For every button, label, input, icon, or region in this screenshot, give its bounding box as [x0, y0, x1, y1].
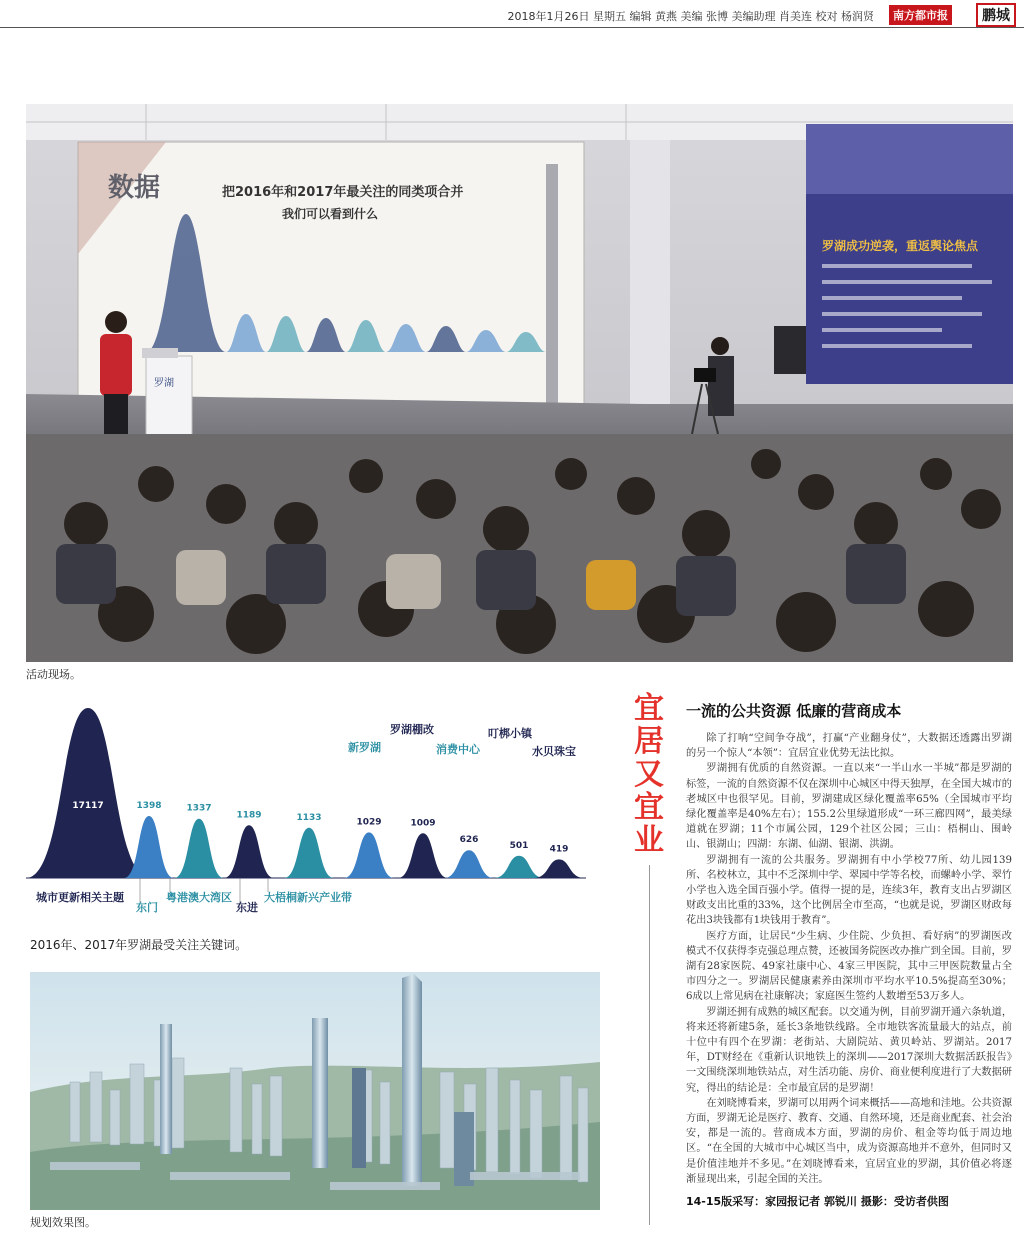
- city-caption: 规划效果图。: [30, 1216, 96, 1229]
- event-photo-illustration: [26, 104, 1013, 662]
- chart-category-label: 城市更新相关主题: [36, 891, 124, 904]
- slide-title-2: 我们可以看到什么: [282, 207, 379, 221]
- chart-category-label: 新罗湖: [348, 741, 381, 754]
- article: [686, 700, 1012, 1209]
- chart-value-label: 419: [549, 844, 569, 855]
- chart-category-label: 水贝珠宝: [532, 745, 576, 758]
- article-body: [686, 731, 1012, 1187]
- article-paragraph: 罗湖拥有优质的自然资源。一直以来“一半山水一半城”都是罗湖的标签，一流的自然资源不仅在深圳中心城区中得天独厚，在全国大城市的老城区中也很罕见。目前，罗湖建成区绿化覆盖率65%（全国城市平均绿化覆盖率是40%左右）；155.2公里绿道形成“一环三廊四网”，最美绿道就在罗湖；11个市属公园，129个社区公园；三山：梧桐山、围岭山、银湖山；四湖：东湖、仙湖、银湖、洪湖。: [686, 763, 1012, 851]
- chart-category-label: 大梧桐新兴产业带: [264, 891, 352, 904]
- chart-peak: [284, 828, 334, 878]
- chart-value-label: 17117: [72, 801, 104, 811]
- article-headline: 一流的公共资源 低廉的营商成本: [686, 702, 902, 720]
- event-photo: [26, 104, 1013, 662]
- article-paragraph: 罗湖还拥有成熟的城区配套。以交通为例，目前罗湖开通六条轨道，将来还将新建5条，延长3条地铁线路。全市地铁客流量最大的站点，前十位中有四个在罗湖：老街站、大剧院站、黄贝岭站、罗湖站。2017年，DT财经在《重新认识地铁上的深圳——2017深圳大数据活跃报告》一文围绕深圳地铁站点，对生活功能、房价、商业便利度进行了大数据研究，得出的结论是：全市最宜居的是罗湖！: [686, 1006, 1013, 1094]
- page-header: [0, 0, 1024, 32]
- chart-category-label: 罗湖棚改: [390, 723, 434, 736]
- article-paragraph: 在刘晓博看来，罗湖可以用两个词来概括——高地和洼地。公共资源方面，罗湖无论是医疗、教育、交通、自然环境，还是商业配套、社会治安，都是一流的。营商成本方面，罗湖的房价、租金等均低于周边地区。“在全国的大城市中心城区当中，成为资源高地并不意外，但同时又是价值洼地并不多见。”在刘晓博看来，宜居宜业的罗湖，其价值必将逐渐显现出来，引起全国的关注。: [686, 1097, 1013, 1185]
- chart-category-label: 东进: [236, 901, 258, 914]
- chart-peak: [224, 825, 274, 878]
- chart-category-label: 消费中心: [436, 743, 480, 756]
- slide-title-1: 把2016年和2017年最关注的同类项合并: [222, 185, 464, 200]
- city-rendering: [30, 972, 600, 1210]
- section-heading: [632, 692, 666, 1225]
- article-paragraph: 医疗方面，让居民“少生病、少住院、少负担、看好病”的罗湖医改模式不仅获得李克强总理点赞，还被国务院医改办推广到全国。目前，罗湖有28家医院、49家社康中心、4家三甲医院，其中三甲医院数量占全市四分之一。罗湖居民健康素养由深圳市平均水平10.5%提高至30%；6成以上常见病在社康解决；家庭医生签约人数增至53万多人。: [686, 930, 1012, 1003]
- chart-category-label: 叮梆小镇: [488, 727, 532, 740]
- section-mark: 鹏城: [976, 3, 1016, 27]
- chart-value-label: 626: [459, 835, 479, 846]
- chart-peak: [494, 856, 544, 878]
- chart-value-label: 1189: [236, 810, 262, 821]
- chart-caption: 2016年、2017年罗湖最受关注关键词。: [30, 938, 248, 952]
- chart-category-label: 粤港澳大湾区: [166, 891, 232, 904]
- chart-peak: [444, 850, 494, 878]
- city-rendering-illustration: [30, 972, 600, 1210]
- chart-value-label: 1029: [356, 817, 382, 828]
- chart-value-label: 1337: [186, 803, 212, 814]
- banner-text: 罗湖成功逆袭，重返舆论焦点: [822, 239, 979, 253]
- header-rule: [0, 27, 1024, 28]
- article-paragraph: 除了打响“空间争夺战”，打赢“产业翻身仗”，大数据还透露出罗湖的另一个惊人“本领”：宜居宜业优势无法比拟。: [686, 733, 1012, 760]
- article-credit: 14-15版采写：家园报记者 郭锐川 摄影：受访者供图: [686, 1195, 949, 1209]
- chart-value-label: 1009: [410, 818, 436, 829]
- section-title: 宜 居 又 宜 业: [634, 691, 664, 858]
- newspaper-logo: 南方都市报: [889, 5, 952, 25]
- chart-value-label: 1398: [136, 801, 162, 811]
- chart-peak: [398, 833, 448, 878]
- chart-peak: [174, 819, 224, 878]
- keyword-chart: [26, 693, 626, 933]
- chart-value-label: 501: [509, 840, 529, 851]
- chart-peak: [26, 708, 150, 878]
- chart-peak: [534, 859, 584, 878]
- section-divider: [649, 865, 650, 1225]
- keyword-chart-svg: [26, 693, 626, 933]
- event-photo-caption: 活动现场。: [26, 668, 81, 681]
- chart-peak: [344, 832, 394, 878]
- svg-text:罗湖: 罗湖: [154, 378, 174, 389]
- article-paragraph: 罗湖拥有一流的公共服务。罗湖拥有中小学校77所、幼儿园139所、名校林立，其中不乏深圳中学、翠园中学等名校，而螺岭小学、翠竹小学也入选全国百强小学。值得一提的是，连续3年，教育支出占罗湖区财政支出比重的33%，这个比例居全市至高，“也就是说，罗湖区财政每花出3块钱都有1块钱用于教育”。: [686, 854, 1012, 927]
- header-meta: 2018年1月26日 星期五 编辑 黄燕 美编 张博 美编助理 肖美连 校对 杨润贤: [507, 10, 874, 23]
- slide-tag: 数据: [108, 173, 161, 203]
- chart-value-label: 1133: [296, 812, 322, 823]
- chart-category-label: 东门: [136, 901, 158, 914]
